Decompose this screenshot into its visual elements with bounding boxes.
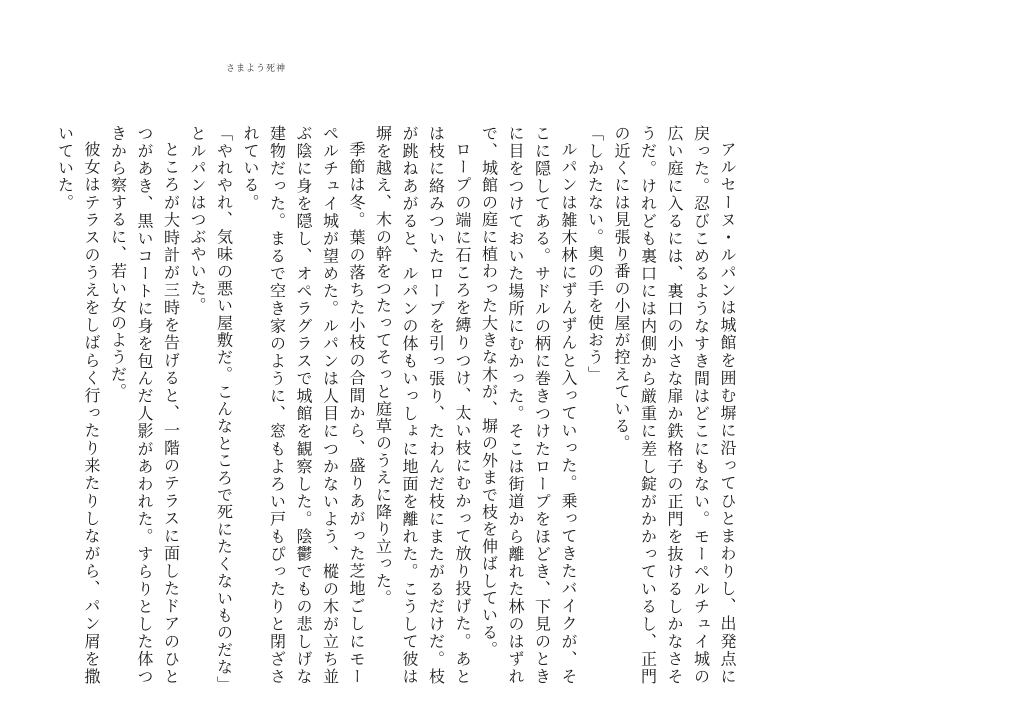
dialogue-paragraph: 「やれやれ、気味の悪い屋敷だ。こんなところで死にたくないものだな」とルパンはつぶやいた。 [188, 125, 234, 685]
paragraph: ルパンは雑木林にずんずんと入っていった。乗ってきたバイクが、そこに隠してある。サドルの柄に巻きつけたロープをほどき、下見のときに目をつけておいた場所にむかった。そこは街道から離れた林のはずれで、城館の庭に植わった大きな木が、塀の外まで枝を伸ばしている。 [479, 125, 578, 685]
paragraph: ロープの端に石ころを縛りつけ、太い枝にむかって放り投げた。あとは枝に絡みついたロープを引っ張り、たわんだ枝にまたがるだけだ。枝が跳ねあがると、ルパンの体もいっしょに地面を離れた。こうして彼は塀を越え、木の幹をつたってそっと庭草のうえに降り立った。 [373, 125, 472, 685]
paragraph: ところが大時計が三時を告げると、一階のテラスに面したドアのひとつがあき、黒いコートに身を包んだ人影があわれた。すらりとした体つきから察するに、若い女のようだ。 [108, 125, 181, 685]
running-header: さまよう死神 [226, 64, 287, 74]
paragraph: 彼女はテラスのうえをしばらく行ったり来たりしながら、パン屑を撒いていた。 [55, 125, 101, 685]
body-text [44, 125, 740, 685]
dialogue-paragraph: 「しかたない。奥の手を使おう」 [585, 125, 605, 383]
paragraph: 季節は冬。葉の落ちた小枝の合間から、盛りあがった芝地ごしにモーペルチュイ城が望めた。ルパンは人目につかないよう、樅の木が立ち並ぶ陰に身を隠し、オペラグラスで城館を観察した。陰鬱でもの悲しげな建物だった。まるで空き家のように、窓もよろい戸もぴったりと閉ざされている。 [241, 125, 366, 685]
paragraph: アルセーヌ・ルパンは城館を囲む塀に沿ってひとまわりし、出発点に戻った。忍びこめるようなすき間はどこにもない。モーペルチュイ城の広い庭に入るには、裏口の小さな扉か鉄格子の正門を抜けるしかなさそうだ。けれども裏口には内側から厳重に差し錠がかかっているし、正門の近くには見張り番の小屋が控えている。 [612, 125, 737, 685]
